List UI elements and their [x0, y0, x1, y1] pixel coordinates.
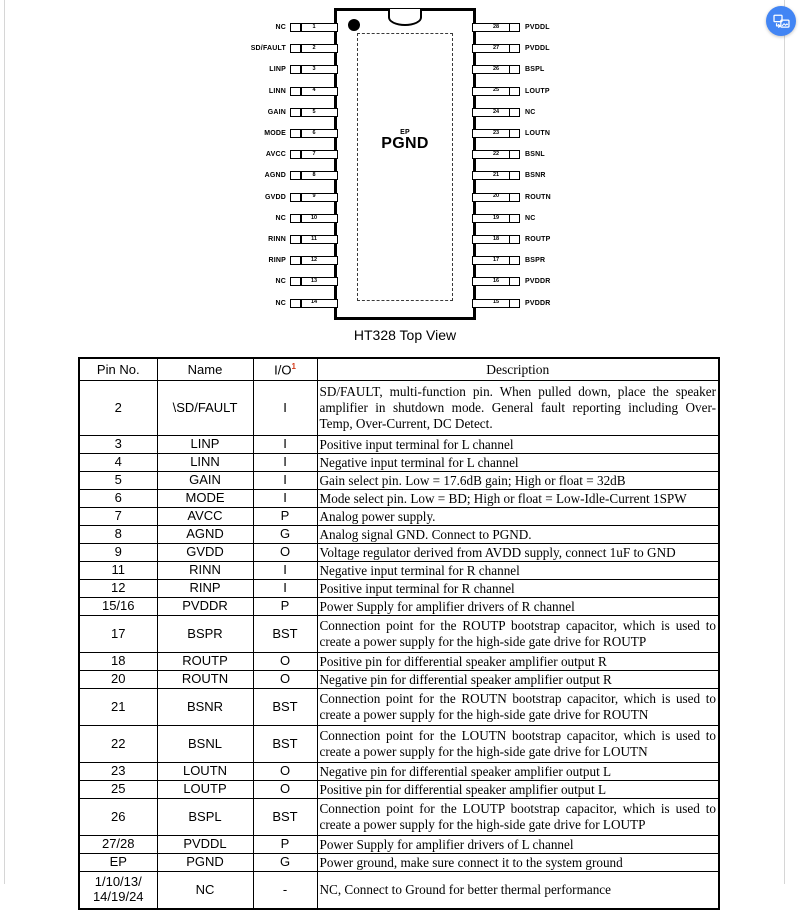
- cell-pin-no: 4: [79, 454, 157, 472]
- pin-9: [250, 192, 338, 203]
- pin-lead-17: [472, 256, 520, 265]
- cell-pin-no: 15/16: [79, 598, 157, 616]
- pin-27: [472, 43, 582, 54]
- cell-pin-name: ROUTP: [157, 653, 253, 671]
- pin-label-16: PVDDR: [525, 278, 551, 286]
- pin-label-24: NC: [525, 108, 536, 116]
- cell-io-type: I: [253, 562, 317, 580]
- pin-number-17: 17: [492, 256, 500, 263]
- cell-io-type: O: [253, 781, 317, 799]
- pin-label-25: LOUTP: [525, 87, 550, 95]
- cell-pin-no: 1/10/13/ 14/19/24: [79, 872, 157, 910]
- table-row: [79, 544, 719, 562]
- pin-label-14: NC: [275, 299, 286, 307]
- pin-6: [250, 128, 338, 139]
- pin-label-27: PVDDL: [525, 45, 550, 53]
- pin-23: [472, 128, 582, 139]
- cell-pin-name: PVDDR: [157, 598, 253, 616]
- cell-pin-no: 7: [79, 508, 157, 526]
- pin-label-22: BSNL: [525, 151, 545, 159]
- pin-label-6: MODE: [264, 130, 286, 137]
- cell-description: Gain select pin. Low = 17.6dB gain; High or float = 32dB: [317, 472, 719, 490]
- cell-description: Negative input terminal for R channel: [317, 562, 719, 580]
- cell-description: Connection point for the ROUTP bootstrap capacitor, which is used to create a power supply for the high-side gate drive for ROUTP: [317, 616, 719, 653]
- pin-number-18: 18: [492, 235, 500, 242]
- cell-io-type: I: [253, 472, 317, 490]
- table-row: [79, 689, 719, 726]
- pin-number-28: 28: [492, 23, 500, 30]
- cell-pin-name: AVCC: [157, 508, 253, 526]
- pin-3: [250, 64, 338, 75]
- cell-description: Positive input terminal for L channel: [317, 436, 719, 454]
- pin-lead-9: [290, 193, 338, 202]
- table-row: [79, 763, 719, 781]
- cell-pin-no: 3: [79, 436, 157, 454]
- cell-pin-no: 25: [79, 781, 157, 799]
- pin-lead-28: [472, 23, 520, 32]
- header-description: Description: [317, 358, 719, 381]
- cell-pin-name: MODE: [157, 490, 253, 508]
- pin-number-10: 10: [310, 214, 318, 221]
- pin-number-14: 14: [310, 299, 318, 306]
- cell-io-type: BST: [253, 726, 317, 763]
- pin-11: [250, 234, 338, 245]
- pin-number-23: 23: [492, 129, 500, 136]
- header-io-footnote-marker: 1: [291, 361, 296, 371]
- pin-lead-8: [290, 171, 338, 180]
- pin-15: [472, 298, 582, 309]
- cell-io-type: O: [253, 671, 317, 689]
- pin-lead-6: [290, 129, 338, 138]
- pin-lead-18: [472, 235, 520, 244]
- cell-pin-no: 11: [79, 562, 157, 580]
- cell-pin-name: AGND: [157, 526, 253, 544]
- pin-label-26: BSPL: [525, 66, 545, 74]
- pin-18: [472, 234, 582, 245]
- cell-pin-name: ROUTN: [157, 671, 253, 689]
- cell-pin-no: 17: [79, 616, 157, 653]
- cell-pin-name: LOUTN: [157, 763, 253, 781]
- pin-4: [250, 86, 338, 97]
- pin-label-13: NC: [275, 278, 286, 286]
- table-row: [79, 799, 719, 836]
- pin-24: [472, 107, 582, 118]
- pin-label-20: ROUTN: [525, 193, 551, 201]
- cell-pin-name: \SD/FAULT: [157, 381, 253, 436]
- pin-number-3: 3: [312, 66, 316, 73]
- cell-description: Positive pin for differential speaker amplifier output R: [317, 653, 719, 671]
- pin-lead-5: [290, 108, 338, 117]
- cell-pin-no: 20: [79, 671, 157, 689]
- cell-pin-name: PVDDL: [157, 836, 253, 854]
- cell-description: Analog signal GND. Connect to PGND.: [317, 526, 719, 544]
- pin-label-11: RINN: [268, 236, 286, 243]
- pin-lead-12: [290, 256, 338, 265]
- ep-superscript: EP: [400, 129, 410, 136]
- cell-description: Mode select pin. Low = BD; High or float = Low-Idle-Current 1SPW: [317, 490, 719, 508]
- pin-lead-2: [290, 44, 338, 53]
- cell-io-type: G: [253, 526, 317, 544]
- cell-description: Connection point for the LOUTP bootstrap capacitor, which is used to create a power supply for the high-side gate drive for LOUTP: [317, 799, 719, 836]
- cell-io-type: P: [253, 508, 317, 526]
- pin-lead-14: [290, 299, 338, 308]
- cell-description: Analog power supply.: [317, 508, 719, 526]
- cell-description: Negative pin for differential speaker amplifier output L: [317, 763, 719, 781]
- table-row: [79, 454, 719, 472]
- cell-pin-name: BSNR: [157, 689, 253, 726]
- pin-label-18: ROUTP: [525, 236, 551, 243]
- cell-io-type: I: [253, 580, 317, 598]
- cell-description: Connection point for the ROUTN bootstrap capacitor, which is used to create a power supply for the high-side gate drive for ROUTN: [317, 689, 719, 726]
- cell-pin-no: 21: [79, 689, 157, 726]
- cell-pin-no: 23: [79, 763, 157, 781]
- table-row: [79, 653, 719, 671]
- cell-pin-no: 12: [79, 580, 157, 598]
- pin-number-8: 8: [312, 172, 316, 179]
- pin-number-6: 6: [312, 129, 316, 136]
- cell-pin-name: GVDD: [157, 544, 253, 562]
- pin-lead-15: [472, 299, 520, 308]
- cell-pin-no: 6: [79, 490, 157, 508]
- pin-number-7: 7: [312, 150, 316, 157]
- pin-16: [472, 276, 582, 287]
- pin-lead-21: [472, 171, 520, 180]
- cell-io-type: I: [253, 436, 317, 454]
- cell-pin-name: LINP: [157, 436, 253, 454]
- pin-26: [472, 64, 582, 75]
- pin-lead-20: [472, 193, 520, 202]
- pin-lead-11: [290, 235, 338, 244]
- pin-8: [250, 170, 338, 181]
- pin-label-5: GAIN: [267, 108, 286, 116]
- pin-number-26: 26: [492, 66, 500, 73]
- pin-22: [472, 149, 582, 160]
- pin-number-20: 20: [492, 193, 500, 200]
- table-row: [79, 726, 719, 763]
- pin-lead-3: [290, 65, 338, 74]
- pin-label-9: GVDD: [264, 193, 286, 201]
- pin-description-table: [78, 357, 720, 910]
- cell-description: Positive input terminal for R channel: [317, 580, 719, 598]
- cell-description: Connection point for the LOUTN bootstrap capacitor, which is used to create a power supply for the high-side gate drive for LOUTN: [317, 726, 719, 763]
- cell-io-type: P: [253, 836, 317, 854]
- pin-7: [250, 149, 338, 160]
- table-row: [79, 381, 719, 436]
- pin-number-11: 11: [311, 235, 317, 242]
- cell-pin-name: BSPL: [157, 799, 253, 836]
- cell-io-type: I: [253, 381, 317, 436]
- cell-pin-no: 9: [79, 544, 157, 562]
- pin-label-19: NC: [525, 214, 536, 222]
- table-row: [79, 781, 719, 799]
- pin-lead-25: [472, 87, 520, 96]
- pin-number-12: 12: [310, 256, 318, 263]
- cell-description: Power Supply for amplifier drivers of L channel: [317, 836, 719, 854]
- exposed-pad-label: [337, 129, 473, 153]
- pin-5: [250, 107, 338, 118]
- table-row: [79, 671, 719, 689]
- table-row: [79, 562, 719, 580]
- pin-14: [250, 298, 338, 309]
- pin-label-10: NC: [275, 214, 286, 222]
- pin-20: [472, 192, 582, 203]
- cell-io-type: -: [253, 872, 317, 910]
- pin-1: [250, 22, 338, 33]
- cell-description: Voltage regulator derived from AVDD supply, connect 1uF to GND: [317, 544, 719, 562]
- pin-number-25: 25: [492, 87, 500, 94]
- pin1-marker-dot-icon: [348, 19, 360, 31]
- pin-19: [472, 213, 582, 224]
- table-row: [79, 854, 719, 872]
- cell-io-type: P: [253, 598, 317, 616]
- pin-number-15: 15: [492, 299, 500, 306]
- cell-io-type: I: [253, 454, 317, 472]
- pin-lead-7: [290, 150, 338, 159]
- pin-number-1: 1: [312, 23, 316, 30]
- pin-number-13: 13: [310, 278, 318, 285]
- pin-label-12: RINP: [268, 257, 286, 265]
- pin-lead-22: [472, 150, 520, 159]
- pin-number-27: 27: [492, 44, 500, 51]
- pin-lead-27: [472, 44, 520, 53]
- pin-21: [472, 170, 582, 181]
- diagram-caption: HT328 Top View: [353, 327, 457, 343]
- table-row: [79, 472, 719, 490]
- pin-number-21: 21: [492, 172, 500, 179]
- pin-lead-4: [290, 87, 338, 96]
- cell-description: NC, Connect to Ground for better thermal performance: [317, 872, 719, 910]
- cell-pin-name: GAIN: [157, 472, 253, 490]
- pin-lead-19: [472, 214, 520, 223]
- cell-io-type: BST: [253, 616, 317, 653]
- cell-pin-name: BSPR: [157, 616, 253, 653]
- cell-pin-no: 5: [79, 472, 157, 490]
- cell-io-type: I: [253, 490, 317, 508]
- pin-28: [472, 22, 582, 33]
- table-row: [79, 616, 719, 653]
- pin-lead-26: [472, 65, 520, 74]
- package-pinout-diagram: [0, 0, 800, 352]
- header-io: [253, 358, 317, 381]
- ep-name: PGND: [381, 135, 429, 153]
- pin-label-3: LINP: [269, 66, 286, 74]
- cell-io-type: O: [253, 653, 317, 671]
- pin-label-28: PVDDL: [525, 24, 550, 31]
- cell-pin-name: BSNL: [157, 726, 253, 763]
- table-row: [79, 580, 719, 598]
- pin-lead-23: [472, 129, 520, 138]
- cell-pin-no: 22: [79, 726, 157, 763]
- pin-label-21: BSNR: [525, 172, 546, 180]
- pin-lead-13: [290, 277, 338, 286]
- pin-number-2: 2: [312, 44, 316, 51]
- pin-13: [250, 276, 338, 287]
- cell-description: SD/FAULT, multi-function pin. When pulled down, place the speaker amplifier in shutdown mode. General fault reporting including Over-Temp, Over-Current, DC Detect.: [317, 381, 719, 436]
- table-row: [79, 508, 719, 526]
- cell-pin-name: LINN: [157, 454, 253, 472]
- table-row: [79, 436, 719, 454]
- cell-description: Power ground, make sure connect it to the system ground: [317, 854, 719, 872]
- table-row: [79, 872, 719, 910]
- table-row: [79, 526, 719, 544]
- cell-io-type: BST: [253, 689, 317, 726]
- cell-description: Power Supply for amplifier drivers of R channel: [317, 598, 719, 616]
- cell-pin-name: RINN: [157, 562, 253, 580]
- pin-number-5: 5: [312, 108, 316, 115]
- table-row: [79, 836, 719, 854]
- pin-label-4: LINN: [268, 87, 286, 95]
- pin-lead-16: [472, 277, 520, 286]
- pin-number-19: 19: [492, 214, 500, 221]
- cell-io-type: O: [253, 544, 317, 562]
- pin-label-15: PVDDR: [525, 299, 551, 307]
- table-header-row: [79, 358, 719, 381]
- package-body: [334, 8, 476, 320]
- pin-number-16: 16: [492, 278, 500, 285]
- exposed-pad-outline: [357, 33, 453, 301]
- pin-12: [250, 255, 338, 266]
- cell-pin-name: NC: [157, 872, 253, 910]
- cell-pin-name: LOUTP: [157, 781, 253, 799]
- pin-25: [472, 86, 582, 97]
- cell-io-type: BST: [253, 799, 317, 836]
- pin-lead-10: [290, 214, 338, 223]
- header-name: Name: [157, 358, 253, 381]
- cell-pin-no: 18: [79, 653, 157, 671]
- cell-pin-no: 2: [79, 381, 157, 436]
- table-row: [79, 598, 719, 616]
- pin-number-24: 24: [492, 108, 500, 115]
- pin-label-8: AGND: [264, 172, 286, 180]
- cell-pin-name: RINP: [157, 580, 253, 598]
- pin-label-1: NC: [275, 24, 286, 31]
- pin-2: [250, 43, 338, 54]
- cell-io-type: O: [253, 763, 317, 781]
- cell-io-type: G: [253, 854, 317, 872]
- cell-pin-no: 26: [79, 799, 157, 836]
- cell-pin-no: EP: [79, 854, 157, 872]
- cell-description: Negative input terminal for L channel: [317, 454, 719, 472]
- pin-number-22: 22: [492, 150, 500, 157]
- pin-lead-24: [472, 108, 520, 117]
- pin-lead-1: [290, 23, 338, 32]
- cell-pin-no: 8: [79, 526, 157, 544]
- table-row: [79, 490, 719, 508]
- cell-pin-name: PGND: [157, 854, 253, 872]
- pin-label-2: SD/FAULT: [250, 45, 286, 53]
- package-notch-icon: [388, 9, 422, 26]
- pin-label-17: BSPR: [525, 257, 546, 265]
- cell-description: Positive pin for differential speaker amplifier output L: [317, 781, 719, 799]
- header-pin-no: Pin No.: [79, 358, 157, 381]
- pin-label-7: AVCC: [265, 151, 286, 159]
- cell-pin-no: 27/28: [79, 836, 157, 854]
- pin-number-9: 9: [312, 193, 316, 200]
- header-io-text: I/O: [274, 362, 292, 378]
- pin-17: [472, 255, 582, 266]
- pin-number-4: 4: [312, 87, 316, 94]
- cell-description: Negative pin for differential speaker amplifier output R: [317, 671, 719, 689]
- pin-10: [250, 213, 338, 224]
- pin-label-23: LOUTN: [525, 130, 551, 137]
